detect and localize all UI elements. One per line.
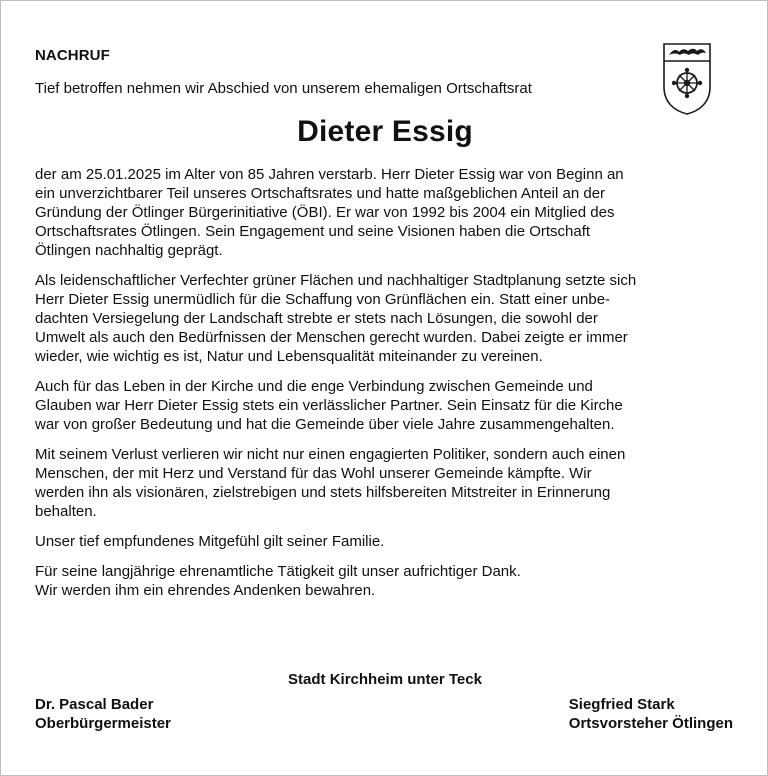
deceased-name: Dieter Essig (297, 115, 473, 148)
signatory-title: Oberbürgermeister (35, 715, 171, 732)
organization-name: Stadt Kirchheim unter Teck (288, 671, 482, 688)
paragraph: Für seine langjährige ehrenamtliche Tätigkeit gilt unser aufrichtiger Dank. Wir werden ihm ein ehrendes Andenken bewahren. (35, 563, 521, 599)
signatory-name: Dr. Pascal Bader (35, 696, 154, 713)
obituary-body (35, 165, 735, 611)
paragraph: Unser tief empfundenes Mitgefühl gilt seiner Familie. (35, 533, 385, 550)
signature-right (569, 695, 733, 733)
paragraph: Als leidenschaftlicher Verfechter grüner Flächen und nachhaltiger Stadtplanung setzte sich Herr Dieter Essig unermüdlich für die Schaffung von Grünflächen ein. Statt einer unbe- dachten Versiegelung der Landschaft strebte er stets nach Lösungen, die sowohl der Umwelt als auch den Bedürfnissen der Menschen gerecht wurden. Dabei zeigte er immer wieder, wie wichtig es ist, Natur und Lebensqualität miteinander zu vereinen. (35, 272, 637, 365)
notice-heading: NACHRUF (35, 47, 110, 64)
paragraph: Mit seinem Verlust verlieren wir nicht nur einen engagierten Politiker, sondern auch einen Menschen, der mit Herz und Verstand für das Wohl unserer Gemeinde kämpfte. Wir werden ihn als visionären, zielstrebigen und stets hilfsbereiten Mitstreiter in Erinnerung behalten. (35, 446, 626, 520)
coat-of-arms-icon (663, 43, 711, 115)
paragraph: Auch für das Leben in der Kirche und die enge Verbindung zwischen Gemeinde und Glauben war Herr Dieter Essig stets ein verlässlicher Partner. Sein Einsatz für die Kirche war von großer Bedeutung und hat die Gemeinde über viele Jahre zusammengehalten. (35, 378, 623, 433)
signatory-title: Ortsvorsteher Ötlingen (568, 715, 733, 732)
intro-text: Tief betroffen nehmen wir Abschied von unserem ehemaligen Ortschaftsrat (35, 80, 532, 97)
paragraph: der am 25.01.2025 im Alter von 85 Jahren verstarb. Herr Dieter Essig war von Beginn an ein unverzichtbarer Teil unseres Ortschaftsrates und hatte maßgeblichen Anteil an der Gründung der Ötlinger Bürgerinitiative (ÖBI). Er war von 1992 bis 2004 ein Mitglied des Ortschaftsrates Ötlingen. Sein Engagement und seine Visionen haben die Ortschaft Ötlingen nachhaltig geprägt. (35, 166, 624, 259)
signature-left (35, 695, 171, 733)
signatory-name: Siegfried Stark (568, 696, 675, 713)
